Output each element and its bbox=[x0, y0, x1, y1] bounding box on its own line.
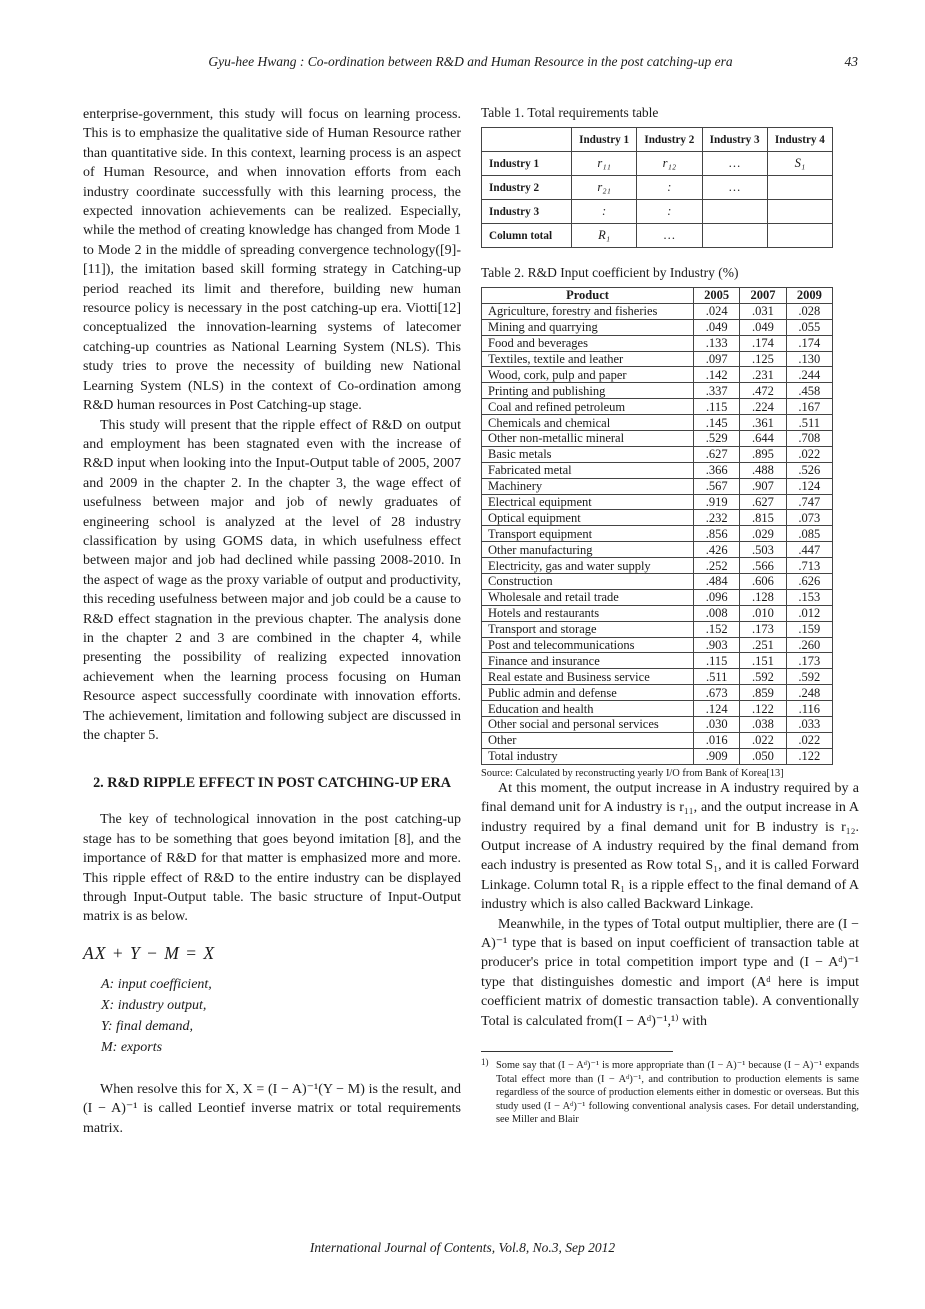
table-row bbox=[482, 399, 833, 415]
table-cell: .030 bbox=[694, 717, 740, 733]
table-cell: .022 bbox=[740, 732, 786, 748]
table-cell: Real estate and Business service bbox=[482, 669, 694, 685]
table-cell: … bbox=[637, 224, 702, 248]
table-row bbox=[482, 431, 833, 447]
paragraph: The key of technological innovation in the post catching-up stage has to be something that goes beyond imitation [8], and the importance of R&D for that matter is emphasized more and more. This ripple effect of R&D to the entire industry can be displayed through Input-Output table. The basic structure of Input-Output matrix is as below. bbox=[83, 812, 461, 925]
table-cell bbox=[702, 200, 767, 224]
table-cell: .815 bbox=[740, 510, 786, 526]
table-header-cell: 2009 bbox=[786, 288, 832, 304]
table-row bbox=[482, 701, 833, 717]
table-cell: .606 bbox=[740, 574, 786, 590]
table-cell: .028 bbox=[786, 303, 832, 319]
table-row bbox=[482, 319, 833, 335]
table-row bbox=[482, 653, 833, 669]
table-cell: .124 bbox=[694, 701, 740, 717]
table-cell: .022 bbox=[786, 732, 832, 748]
table-cell: .029 bbox=[740, 526, 786, 542]
table-cell: Education and health bbox=[482, 701, 694, 717]
table-cell: Wood, cork, pulp and paper bbox=[482, 367, 694, 383]
table-row bbox=[482, 621, 833, 637]
table-cell: .251 bbox=[740, 637, 786, 653]
table-cell: .085 bbox=[786, 526, 832, 542]
table-row bbox=[482, 383, 833, 399]
table-cell: Mining and quarrying bbox=[482, 319, 694, 335]
table-header-cell bbox=[482, 128, 572, 152]
table1-body bbox=[482, 152, 833, 248]
table-cell: .260 bbox=[786, 637, 832, 653]
table-cell: Food and beverages bbox=[482, 335, 694, 351]
table-cell: .627 bbox=[740, 494, 786, 510]
table-row bbox=[482, 335, 833, 351]
table-cell: .627 bbox=[694, 446, 740, 462]
table-row bbox=[482, 494, 833, 510]
table-cell: Other bbox=[482, 732, 694, 748]
table-cell: : bbox=[637, 200, 702, 224]
table-cell bbox=[767, 200, 832, 224]
table-cell: .133 bbox=[694, 335, 740, 351]
table-cell: .919 bbox=[694, 494, 740, 510]
table-cell: .592 bbox=[740, 669, 786, 685]
table-row bbox=[482, 176, 833, 200]
table-cell: : bbox=[572, 200, 637, 224]
table-cell: .122 bbox=[740, 701, 786, 717]
table-cell: Basic metals bbox=[482, 446, 694, 462]
table-cell: .856 bbox=[694, 526, 740, 542]
table-cell: Chemicals and chemical bbox=[482, 415, 694, 431]
table-cell: .173 bbox=[740, 621, 786, 637]
table-cell: … bbox=[702, 176, 767, 200]
table-cell: Post and telecommunications bbox=[482, 637, 694, 653]
table-cell: .016 bbox=[694, 732, 740, 748]
table-cell: .903 bbox=[694, 637, 740, 653]
footnote bbox=[481, 1059, 859, 1127]
table-row bbox=[482, 478, 833, 494]
table-cell: .708 bbox=[786, 431, 832, 447]
table-cell: Printing and publishing bbox=[482, 383, 694, 399]
table-cell: .526 bbox=[786, 462, 832, 478]
table-row bbox=[482, 462, 833, 478]
table-row bbox=[482, 510, 833, 526]
running-title: Gyu-hee Hwang : Co-ordination between R&D and Human Resource in the post catching-up era bbox=[208, 54, 733, 69]
table-cell: .566 bbox=[740, 558, 786, 574]
table-row bbox=[482, 351, 833, 367]
table-cell: .909 bbox=[694, 748, 740, 764]
table-header-cell: 2007 bbox=[740, 288, 786, 304]
journal-footer: International Journal of Contents, Vol.8, No.3, Sep 2012 bbox=[309, 1240, 616, 1255]
table-cell: .511 bbox=[786, 415, 832, 431]
table-cell: Column total bbox=[482, 224, 572, 248]
running-header bbox=[83, 54, 858, 70]
table-cell: Electrical equipment bbox=[482, 494, 694, 510]
table-cell: .125 bbox=[740, 351, 786, 367]
table-cell: .116 bbox=[786, 701, 832, 717]
table-row bbox=[482, 152, 833, 176]
paragraph: This study will present that the ripple effect of R&D on output and employment has been stagnated even with the increase of R&D input when looking into the Input-Output table of 2005, 2007 and 2009 in the chapter 2. In the chapter 3, the wage effect of usefulness between major and job of newly graduates of engineering school is analyzed at the level of 28 industry classification by using GOMS data, in which usefulness effect between major and job had declined while passing 2008-2010. In the aspect of wage as the proxy variable of output and productivity, this receding usefulness between major and job could be a cause to R&D effect stagnation in the previous chapter. The analysis done in the chapter 2 and 3 are combined in the chapter 4, while presenting the possibility of realizing expected innovation achievement when the learning process focusing on Human Resource aspect successfully coordinate with innovation efforts. The achievement, limitation and following subject are discussed in the chapter 5. bbox=[83, 417, 461, 743]
table-cell: R₁ bbox=[572, 224, 637, 248]
table-cell: .447 bbox=[786, 542, 832, 558]
table-cell: .458 bbox=[786, 383, 832, 399]
table-row bbox=[482, 732, 833, 748]
table-cell: .173 bbox=[786, 653, 832, 669]
table-cell: .626 bbox=[786, 574, 832, 590]
table-cell: .050 bbox=[740, 748, 786, 764]
table-cell: .145 bbox=[694, 415, 740, 431]
table-header-cell: Industry 1 bbox=[572, 128, 637, 152]
table-cell: .097 bbox=[694, 351, 740, 367]
table-cell: .907 bbox=[740, 478, 786, 494]
table-cell: .055 bbox=[786, 319, 832, 335]
table-cell: .151 bbox=[740, 653, 786, 669]
footnote-separator bbox=[481, 1051, 673, 1052]
table-cell: .232 bbox=[694, 510, 740, 526]
table-cell: .567 bbox=[694, 478, 740, 494]
equation-definition: M: exports bbox=[101, 1039, 163, 1055]
table-header-cell: Product bbox=[482, 288, 694, 304]
table-cell: .252 bbox=[694, 558, 740, 574]
table-cell: .031 bbox=[740, 303, 786, 319]
table-cell: Industry 2 bbox=[482, 176, 572, 200]
table-cell: .115 bbox=[694, 399, 740, 415]
table-row bbox=[482, 717, 833, 733]
total-requirements-table bbox=[481, 127, 833, 248]
table-header-cell: Industry 4 bbox=[767, 128, 832, 152]
table-cell: .224 bbox=[740, 399, 786, 415]
table-cell: .024 bbox=[694, 303, 740, 319]
table-cell: .248 bbox=[786, 685, 832, 701]
table-cell: .337 bbox=[694, 383, 740, 399]
table-cell: S₁ bbox=[767, 152, 832, 176]
table-cell: .747 bbox=[786, 494, 832, 510]
table1-header bbox=[482, 128, 833, 152]
rd-input-coefficient-table bbox=[481, 287, 833, 765]
table-cell: .153 bbox=[786, 589, 832, 605]
equation-definition: X: industry output, bbox=[101, 997, 207, 1013]
table-cell: .124 bbox=[786, 478, 832, 494]
table-cell: Hotels and restaurants bbox=[482, 605, 694, 621]
paragraph: When resolve this for X, X = (I − A)⁻¹(Y − M) is the result, and (I − A)⁻¹ is called Leontief inverse matrix or total requirements matrix. bbox=[83, 1081, 461, 1136]
table-row bbox=[482, 637, 833, 653]
right-column bbox=[481, 105, 859, 1127]
table-cell bbox=[702, 224, 767, 248]
table-cell: .049 bbox=[694, 319, 740, 335]
table-cell: Public admin and defense bbox=[482, 685, 694, 701]
paragraph: At this moment, the output increase in A industry required by a final demand unit for A industry is r₁₁, and the output increase in A industry required by a final demand unit for B industry is r₁₂. Output increase of A industry required by the final demand from each industry is presented as Row total S₁, and it is called Forward Linkage. Column total R₁ is a ripple effect to the final demand of A industry which is also called Backward Linkage. bbox=[481, 780, 859, 913]
table-cell: Textiles, textile and leather bbox=[482, 351, 694, 367]
table-cell: Construction bbox=[482, 574, 694, 590]
table-cell: Other manufacturing bbox=[482, 542, 694, 558]
table-cell: … bbox=[702, 152, 767, 176]
equation-definition: A: input coefficient, bbox=[101, 976, 212, 992]
table-cell: .022 bbox=[786, 446, 832, 462]
table-row bbox=[482, 589, 833, 605]
table-cell: .472 bbox=[740, 383, 786, 399]
equation-definitions bbox=[83, 974, 461, 1058]
table-cell: Electricity, gas and water supply bbox=[482, 558, 694, 574]
table-row bbox=[482, 558, 833, 574]
table-cell: r₁₁ bbox=[572, 152, 637, 176]
table-cell: .529 bbox=[694, 431, 740, 447]
table-row bbox=[482, 446, 833, 462]
page-number: 43 bbox=[844, 54, 858, 69]
table-cell: .231 bbox=[740, 367, 786, 383]
table-cell: Coal and refined petroleum bbox=[482, 399, 694, 415]
table-cell: .644 bbox=[740, 431, 786, 447]
table-cell: .152 bbox=[694, 621, 740, 637]
table-row bbox=[482, 367, 833, 383]
table-row bbox=[482, 748, 833, 764]
table-cell: .511 bbox=[694, 669, 740, 685]
table-cell: Agriculture, forestry and fisheries bbox=[482, 303, 694, 319]
table-cell: .592 bbox=[786, 669, 832, 685]
table-cell: .073 bbox=[786, 510, 832, 526]
left-column bbox=[83, 105, 461, 1138]
table-cell: .142 bbox=[694, 367, 740, 383]
table-cell: .174 bbox=[740, 335, 786, 351]
table-cell: Industry 3 bbox=[482, 200, 572, 224]
table-cell: : bbox=[637, 176, 702, 200]
section-heading: 2. R&D RIPPLE EFFECT IN POST CATCHING-UP ERA bbox=[93, 775, 451, 792]
table-cell: Transport and storage bbox=[482, 621, 694, 637]
table-cell: .673 bbox=[694, 685, 740, 701]
table-cell: .484 bbox=[694, 574, 740, 590]
table-cell: .038 bbox=[740, 717, 786, 733]
table-cell: .426 bbox=[694, 542, 740, 558]
table-cell: .167 bbox=[786, 399, 832, 415]
table-row bbox=[482, 200, 833, 224]
equation: AX + Y − M = X bbox=[83, 942, 216, 963]
table-row bbox=[482, 669, 833, 685]
table-cell: .008 bbox=[694, 605, 740, 621]
table-cell: .361 bbox=[740, 415, 786, 431]
table-row bbox=[482, 526, 833, 542]
table-cell: Industry 1 bbox=[482, 152, 572, 176]
table-header-cell: Industry 3 bbox=[702, 128, 767, 152]
table-cell: .010 bbox=[740, 605, 786, 621]
paragraph: enterprise-government, this study will focus on learning process. This is to emphasize the qualitative side of Human Resource rather than quantitative side. In this context, learning process is an aspect of Human Resource, and when innovation efforts from each industry coordinate successfully with this learning process, the expected innovation achievements can be realized. Especially, while the method of creating knowledge has changed from Mode 1 to Mode 2 in the middle of spreading convergence technology([9]-[11]), the imitation based skill forming strategy in Catching-up period reached its limit and therefore, building new human resource policy is necessary in the post catching-up era. Viotti[12] conceptualized the innovation-learning systems of latecomer catching-up countries as National Learning System (NLS). This study tries to prove the necessity of building new National Learning System (NLS) in the context of Co-ordination among R&D human resources in Post Catching-up stage. bbox=[83, 107, 461, 414]
paragraph: Meanwhile, in the types of Total output multiplier, there are (I − A)⁻¹ type that is based on input coefficient of transaction table at producer's price in total competition import type and (I − Aᵈ)⁻¹ type that distinguishes domestic and import (Aᵈ here is imput coefficient matrix of domestic transaction table). A conventionally Total is calculated from(I − Aᵈ)⁻¹,¹⁾ with bbox=[481, 916, 859, 1029]
table-cell: .366 bbox=[694, 462, 740, 478]
table2-source-note: Source: Calculated by reconstructing yearly I/O from Bank of Korea[13] bbox=[481, 767, 784, 779]
table-cell: Transport equipment bbox=[482, 526, 694, 542]
table-row bbox=[482, 415, 833, 431]
table-row bbox=[482, 224, 833, 248]
footnote-marker: 1) bbox=[481, 1057, 489, 1067]
table-cell: .033 bbox=[786, 717, 832, 733]
table-row bbox=[482, 685, 833, 701]
table-cell: Optical equipment bbox=[482, 510, 694, 526]
table-cell: .859 bbox=[740, 685, 786, 701]
table-cell: .174 bbox=[786, 335, 832, 351]
table-cell: .096 bbox=[694, 589, 740, 605]
table-cell: .895 bbox=[740, 446, 786, 462]
table-cell: r₂₁ bbox=[572, 176, 637, 200]
table-cell: Fabricated metal bbox=[482, 462, 694, 478]
table-cell: Other non-metallic mineral bbox=[482, 431, 694, 447]
table-cell: .244 bbox=[786, 367, 832, 383]
table-cell: .115 bbox=[694, 653, 740, 669]
equation-definition: Y: final demand, bbox=[101, 1018, 194, 1034]
table-cell: Total industry bbox=[482, 748, 694, 764]
table-row bbox=[482, 574, 833, 590]
table-cell: Wholesale and retail trade bbox=[482, 589, 694, 605]
table-row bbox=[482, 303, 833, 319]
table2-header bbox=[482, 288, 833, 304]
table-cell: Other social and personal services bbox=[482, 717, 694, 733]
table-cell: .488 bbox=[740, 462, 786, 478]
table-cell: .713 bbox=[786, 558, 832, 574]
table-cell: .503 bbox=[740, 542, 786, 558]
table1-caption: Table 1. Total requirements table bbox=[481, 105, 659, 120]
footnote-text: Some say that (I − Aᵈ)⁻¹ is more appropriate than (I − A)⁻¹ because (I − A)⁻¹ expands Total effect more than (I − Aᵈ)⁻¹, and contribution to production elements is same regardless of the source of production elements either in domestic or overseas. But this study used (I − Aᵈ)⁻¹ following conventional analysis cases. For detail understanding, see Miller and Blair bbox=[496, 1060, 859, 1126]
table-cell: .130 bbox=[786, 351, 832, 367]
table-cell: .049 bbox=[740, 319, 786, 335]
table2-body bbox=[482, 303, 833, 764]
table-cell: Machinery bbox=[482, 478, 694, 494]
table-cell: .122 bbox=[786, 748, 832, 764]
table2-caption: Table 2. R&D Input coefficient by Industry (%) bbox=[481, 265, 739, 280]
table-cell: .012 bbox=[786, 605, 832, 621]
table-cell bbox=[767, 224, 832, 248]
table-row bbox=[482, 605, 833, 621]
table-header-cell: 2005 bbox=[694, 288, 740, 304]
table-cell: .128 bbox=[740, 589, 786, 605]
table-row bbox=[482, 542, 833, 558]
table-cell bbox=[767, 176, 832, 200]
table-cell: .159 bbox=[786, 621, 832, 637]
table-cell: Finance and insurance bbox=[482, 653, 694, 669]
table-cell: r₁₂ bbox=[637, 152, 702, 176]
table-header-cell: Industry 2 bbox=[637, 128, 702, 152]
